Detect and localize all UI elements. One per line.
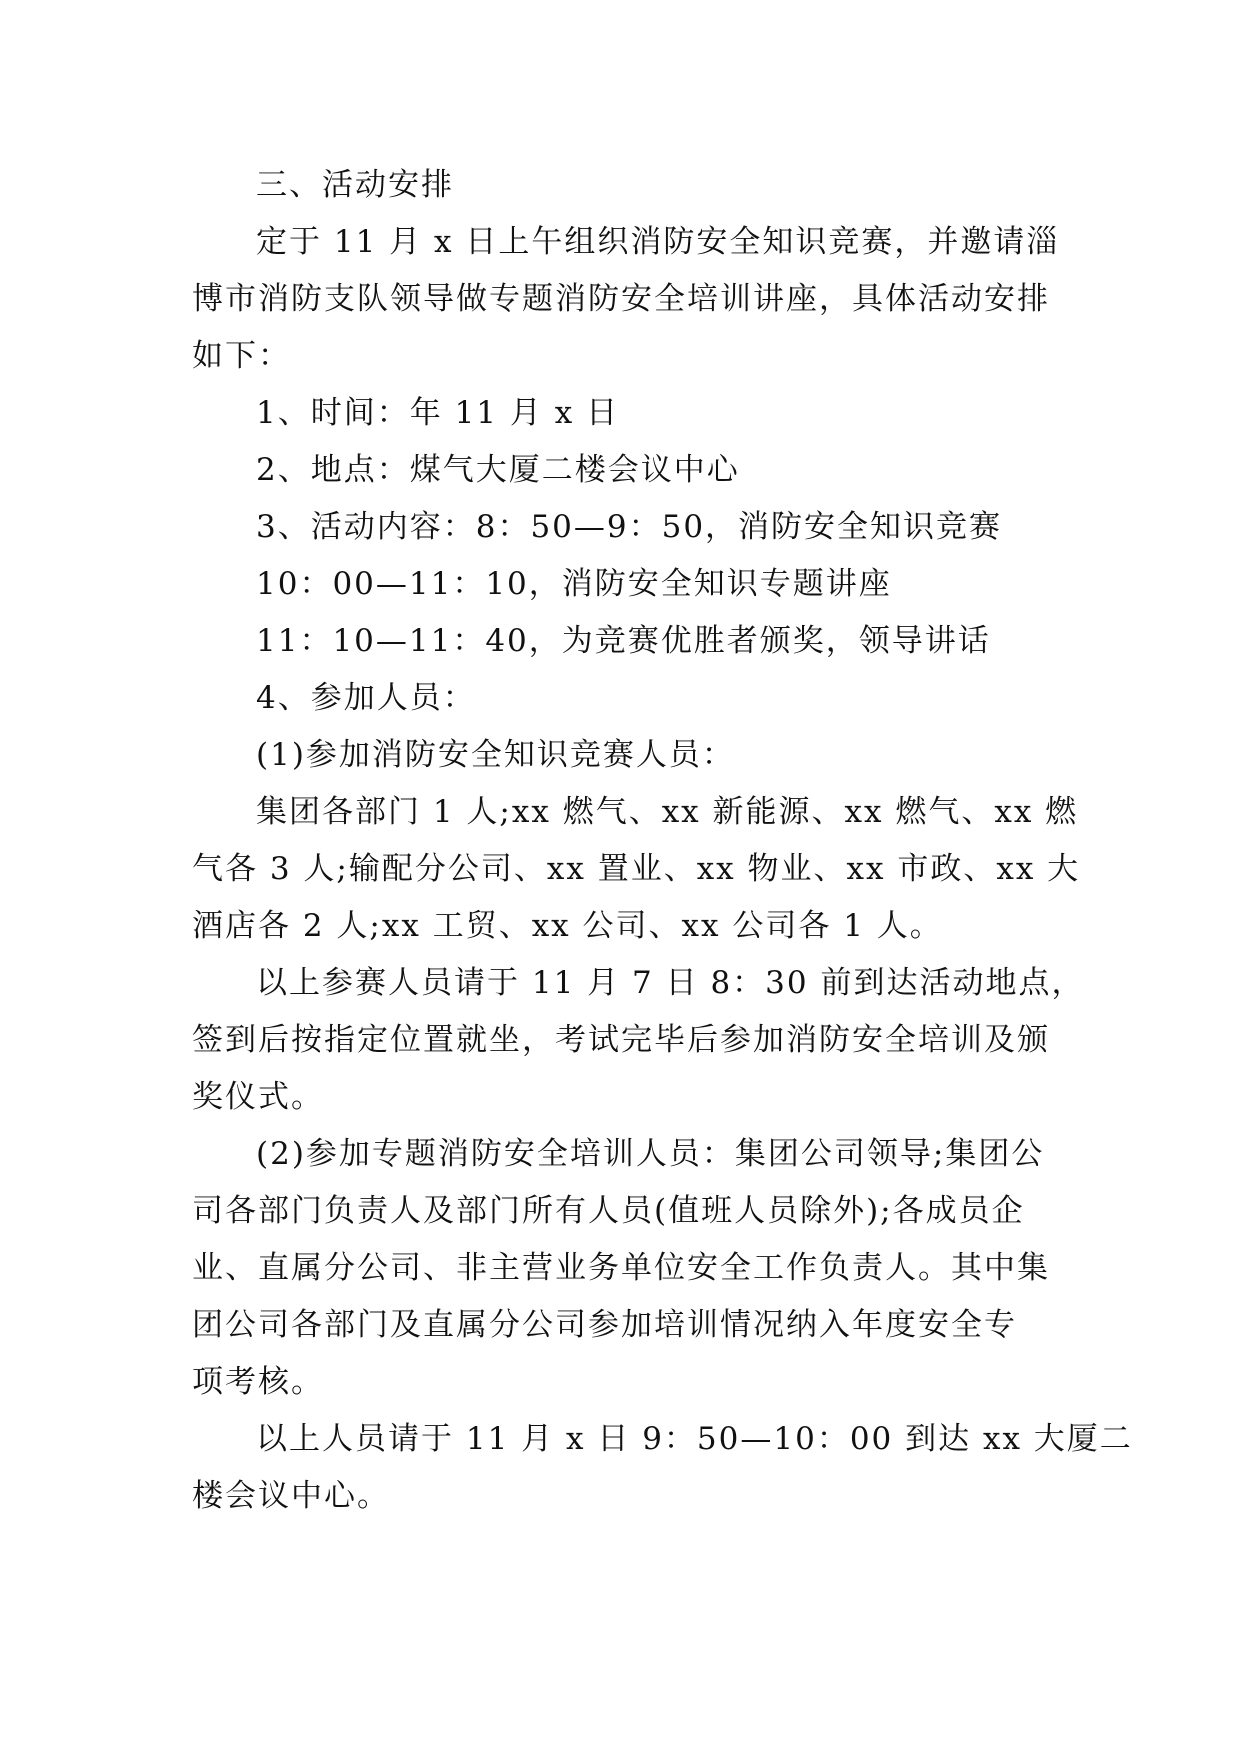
schedule-line: 10：00—11：10，消防安全知识专题讲座	[256, 566, 892, 602]
paragraph-line: 团公司各部门及直属分公司参加培训情况纳入年度安全专	[192, 1307, 1017, 1343]
paragraph-line: 定于 11 月 x 日上午组织消防安全知识竞赛，并邀请淄	[256, 224, 1060, 260]
paragraph-line: 气各 3 人;输配分公司、xx 置业、xx 物业、xx 市政、xx 大	[192, 851, 1081, 887]
paragraph-line: 项考核。	[192, 1364, 324, 1400]
paragraph-line: 业、直属分公司、非主营业务单位安全工作负责人。其中集	[192, 1250, 1050, 1286]
sub-item-heading: (2)参加专题消防安全培训人员：集团公司领导;集团公	[256, 1136, 1045, 1172]
section-heading: 三、活动安排	[256, 167, 454, 203]
paragraph-line: 签到后按指定位置就坐，考试完毕后参加消防安全培训及颁	[192, 1022, 1050, 1058]
list-item-location: 2、地点：煤气大厦二楼会议中心	[256, 452, 740, 488]
paragraph-line: 奖仪式。	[192, 1079, 324, 1115]
paragraph-line: 以上人员请于 11 月 x 日 9：50—10：00 到达 xx 大厦二	[256, 1421, 1133, 1457]
paragraph-line: 楼会议中心。	[192, 1478, 390, 1514]
paragraph-line: 以上参赛人员请于 11 月 7 日 8：30 前到达活动地点，	[256, 965, 1085, 1001]
paragraph-line: 酒店各 2 人;xx 工贸、xx 公司、xx 公司各 1 人。	[192, 908, 943, 944]
list-item-time: 1、时间：年 11 月 x 日	[256, 395, 620, 431]
list-item-content: 3、活动内容：8：50—9：50，消防安全知识竞赛	[256, 509, 1003, 545]
paragraph-line: 如下：	[192, 338, 291, 374]
paragraph-line: 司各部门负责人及部门所有人员(值班人员除外);各成员企	[192, 1193, 1025, 1229]
paragraph-line: 博市消防支队领导做专题消防安全培训讲座，具体活动安排	[192, 281, 1050, 317]
paragraph-line: 集团各部门 1 人;xx 燃气、xx 新能源、xx 燃气、xx 燃	[256, 794, 1079, 830]
sub-item-heading: (1)参加消防安全知识竞赛人员：	[256, 737, 735, 773]
list-item-participants: 4、参加人员：	[256, 680, 476, 716]
schedule-line: 11：10—11：40，为竞赛优胜者颁奖，领导讲话	[256, 623, 991, 659]
